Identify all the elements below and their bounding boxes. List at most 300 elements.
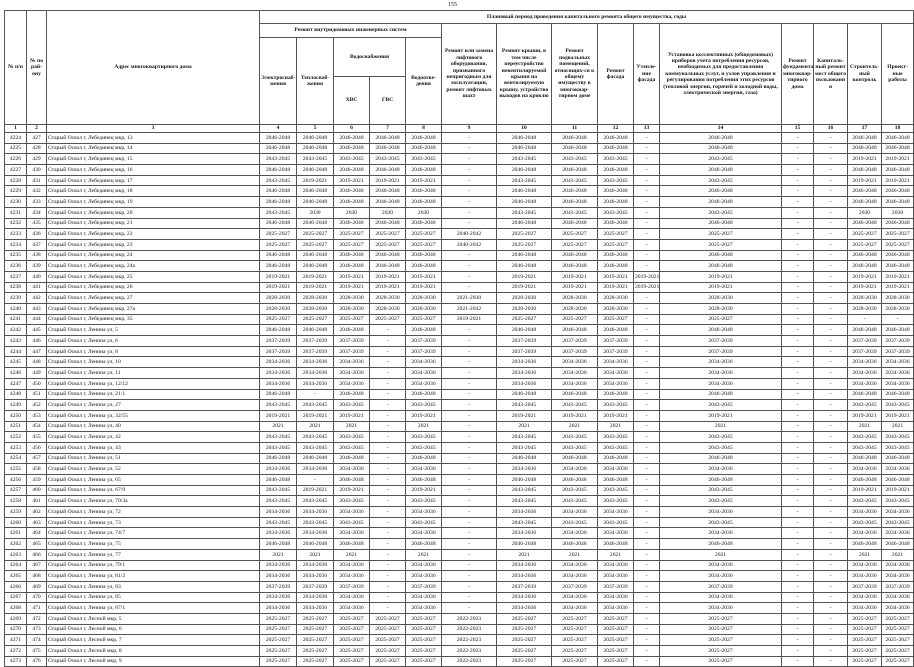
table-cell: 2046-2048	[660, 475, 782, 486]
table-cell: 472	[27, 613, 47, 624]
table-cell: 459	[27, 475, 47, 486]
table-cell: 2046-2048	[552, 218, 598, 229]
address-cell: Старый Оскол г, Ленина ул, 75	[47, 539, 260, 550]
table-cell: 2034-2036	[406, 592, 442, 603]
table-cell: 2034-2036	[598, 571, 634, 582]
table-cell: -	[634, 175, 660, 186]
table-cell: 445	[27, 325, 47, 336]
table-cell: -	[814, 165, 848, 176]
table-cell: 2030	[370, 207, 406, 218]
header-rayon: № по рай-ону	[27, 11, 47, 125]
table-cell: 2025-2027	[660, 613, 782, 624]
table-cell: 2037-2039	[334, 581, 370, 592]
table-cell: 2025-2027	[660, 656, 782, 667]
header-address: Адрес многоквартирного дома	[47, 11, 260, 125]
address-cell: Старый Оскол г, Лесной мкр, 5	[47, 613, 260, 624]
table-cell: -	[814, 485, 848, 496]
table-cell: 2043-2045	[882, 432, 914, 443]
table-cell: 2034-2036	[552, 507, 598, 518]
table-row	[5, 635, 914, 646]
table-cell: 473	[27, 624, 47, 635]
table-cell: 2046-2048	[406, 250, 442, 261]
table-cell: -	[782, 581, 814, 592]
table-cell: -	[782, 421, 814, 432]
table-cell: 2046-2048	[370, 133, 406, 144]
table-cell: 2046-2048	[370, 143, 406, 154]
table-cell: 2028-2030	[660, 304, 782, 315]
table-cell: 2043-2045	[260, 496, 297, 507]
table-cell: -	[442, 154, 497, 165]
table-cell: -	[442, 442, 497, 453]
table-cell: 2046-2048	[882, 389, 914, 400]
table-cell: 2046-2048	[497, 261, 552, 272]
table-cell: -	[634, 368, 660, 379]
table-cell: 2046-2048	[406, 186, 442, 197]
table-cell: 2046-2048	[848, 389, 882, 400]
address-cell: Старый Оскол г, Ленина ул, 11	[47, 368, 260, 379]
table-cell: 2034-2036	[660, 464, 782, 475]
table-row	[5, 186, 914, 197]
table-cell: 2019-2021	[882, 410, 914, 421]
table-cell: 2046-2048	[260, 133, 297, 144]
table-cell: 2025-2027	[406, 239, 442, 250]
table-cell: -	[634, 432, 660, 443]
table-cell: 2025-2027	[882, 229, 914, 240]
table-cell: 2037-2039	[598, 336, 634, 347]
table-cell: 2034-2036	[552, 378, 598, 389]
table-cell: 2025-2027	[497, 646, 552, 657]
table-cell: -	[442, 581, 497, 592]
table-cell: 2019-2021	[370, 175, 406, 186]
table-cell: 2034-2036	[297, 528, 334, 539]
table-cell: 2025-2027	[598, 624, 634, 635]
table-cell: 2046-2048	[334, 143, 370, 154]
table-cell: 2037-2039	[660, 581, 782, 592]
table-cell: 4228	[5, 175, 27, 186]
table-cell: 2046-2048	[406, 133, 442, 144]
table-cell: -	[442, 250, 497, 261]
table-cell: 2028-2030	[598, 304, 634, 315]
table-cell: 2034-2036	[552, 592, 598, 603]
table-cell: -	[634, 304, 660, 315]
table-cell: 2043-2045	[552, 485, 598, 496]
table-cell: 2046-2048	[660, 165, 782, 176]
table-cell: 2046-2048	[552, 261, 598, 272]
table-cell: 2043-2045	[882, 517, 914, 528]
table-cell: 2046-2048	[848, 453, 882, 464]
table-cell: -	[782, 186, 814, 197]
table-cell: -	[634, 613, 660, 624]
table-cell: 2019-2021	[406, 175, 442, 186]
table-cell: -	[442, 592, 497, 603]
table-cell: 2037-2039	[552, 336, 598, 347]
address-cell: Старый Оскол г, Лебединец мкр, 35	[47, 314, 260, 325]
table-cell: 2037-2039	[334, 346, 370, 357]
table-row	[5, 410, 914, 421]
address-cell: Старый Оскол г, Лесной мкр, 9	[47, 656, 260, 667]
address-cell: Старый Оскол г, Ленина ул, 42	[47, 432, 260, 443]
table-cell: 2025-2027	[497, 624, 552, 635]
table-cell: -	[782, 528, 814, 539]
table-cell: -	[370, 485, 406, 496]
table-cell: -	[814, 336, 848, 347]
address-cell: Старый Оскол г, Лебединец мкр, 26	[47, 282, 260, 293]
table-row	[5, 560, 914, 571]
table-cell: 2034-2036	[334, 560, 370, 571]
table-cell: 2034-2036	[260, 368, 297, 379]
table-cell: 2021	[406, 549, 442, 560]
table-cell: 2037-2039	[497, 581, 552, 592]
table-cell: 2046-2048	[297, 218, 334, 229]
table-cell: 2046-2048	[882, 133, 914, 144]
table-cell: -	[814, 464, 848, 475]
table-cell: 4245	[5, 357, 27, 368]
table-cell: -	[782, 197, 814, 208]
table-cell: 463	[27, 517, 47, 528]
table-cell: 435	[27, 218, 47, 229]
table-cell: 2028-2030	[334, 304, 370, 315]
table-cell: -	[814, 186, 848, 197]
table-cell: 2037-2039	[297, 336, 334, 347]
table-cell: 2034-2036	[598, 528, 634, 539]
table-cell: 2046-2048	[334, 186, 370, 197]
table-cell: -	[370, 442, 406, 453]
table-cell: -	[814, 475, 848, 486]
table-cell: -	[814, 517, 848, 528]
table-cell: 2037-2039	[598, 346, 634, 357]
table-cell: 2046-2048	[334, 453, 370, 464]
table-cell: 2046-2048	[260, 389, 297, 400]
table-cell: 2034-2036	[497, 357, 552, 368]
table-cell: 2019-2021	[848, 271, 882, 282]
table-cell: 2046-2048	[370, 197, 406, 208]
table-cell: 2034-2036	[260, 464, 297, 475]
table-cell: 2025-2027	[660, 624, 782, 635]
column-number: 16	[814, 125, 848, 133]
table-row	[5, 485, 914, 496]
table-cell: 2043-2045	[334, 517, 370, 528]
table-cell: 2034-2036	[552, 603, 598, 614]
table-cell: 4265	[5, 571, 27, 582]
table-cell: 2034-2036	[598, 560, 634, 571]
table-row	[5, 432, 914, 443]
address-cell: Старый Оскол г, Лебединец мкр, 15	[47, 154, 260, 165]
column-number: 11	[552, 125, 598, 133]
address-cell: Старый Оскол г, Лебединец мкр, 21	[47, 218, 260, 229]
table-cell: 451	[27, 389, 47, 400]
table-cell: -	[370, 464, 406, 475]
table-cell: 4273	[5, 656, 27, 667]
address-cell: Старый Оскол г, Ленина ул, 67/9	[47, 485, 260, 496]
address-cell: Старый Оскол г, Ленина ул, 32/55	[47, 410, 260, 421]
table-cell: -	[370, 378, 406, 389]
table-cell: 2025-2027	[370, 613, 406, 624]
table-cell: 2046-2048	[660, 539, 782, 550]
table-cell: 457	[27, 453, 47, 464]
table-cell: -	[634, 133, 660, 144]
table-cell: 2034-2036	[406, 378, 442, 389]
table-cell: 2034-2036	[598, 378, 634, 389]
table-cell: 2043-2045	[260, 517, 297, 528]
address-cell: Старый Оскол г, Ленина ул, 10	[47, 357, 260, 368]
table-cell: 2021	[497, 549, 552, 560]
address-cell: Старый Оскол г, Ленина ул, 21/1	[47, 389, 260, 400]
table-cell: 2046-2048	[848, 133, 882, 144]
table-cell: 2046-2048	[260, 165, 297, 176]
table-cell: 2019-2021	[497, 282, 552, 293]
table-cell: 2043-2045	[406, 442, 442, 453]
header-np: № п/п	[5, 11, 27, 125]
table-cell: 2034-2036	[297, 368, 334, 379]
table-cell: 2034-2036	[297, 378, 334, 389]
table-cell: 2046-2048	[497, 218, 552, 229]
address-cell: Старый Оскол г, Лебединец мкр, 17	[47, 175, 260, 186]
table-cell: 2043-2045	[552, 207, 598, 218]
address-cell: Старый Оскол г, Лебединец мкр, 20	[47, 207, 260, 218]
table-cell: 2034-2036	[406, 560, 442, 571]
table-cell: 2034-2036	[882, 507, 914, 518]
table-cell: 2034-2036	[882, 357, 914, 368]
table-cell: 2046-2048	[848, 186, 882, 197]
table-cell: -	[634, 143, 660, 154]
table-cell: -	[442, 218, 497, 229]
table-cell: -	[814, 261, 848, 272]
table-cell: -	[634, 581, 660, 592]
table-cell: -	[782, 250, 814, 261]
table-cell: 2046-2048	[882, 475, 914, 486]
table-cell: -	[442, 549, 497, 560]
table-cell: -	[370, 400, 406, 411]
table-cell: -	[814, 571, 848, 582]
table-cell: 438	[27, 250, 47, 261]
table-cell: -	[782, 560, 814, 571]
table-cell: 2025-2027	[297, 314, 334, 325]
column-numbers-row	[5, 125, 914, 133]
table-cell: 2025-2027	[334, 624, 370, 635]
table-cell: 4251	[5, 421, 27, 432]
address-cell: Старый Оскол г, Лебединец мкр, 13	[47, 133, 260, 144]
page-number: 155	[448, 2, 457, 8]
table-cell: 4234	[5, 239, 27, 250]
table-cell: -	[782, 410, 814, 421]
table-cell: 2021	[848, 421, 882, 432]
table-cell: -	[442, 143, 497, 154]
table-cell: 2021	[848, 549, 882, 560]
table-cell: 2025-2027	[660, 635, 782, 646]
table-cell: 2046-2048	[848, 539, 882, 550]
table-cell: 449	[27, 368, 47, 379]
table-cell: -	[782, 368, 814, 379]
table-cell: -	[370, 432, 406, 443]
table-cell: 2021	[260, 549, 297, 560]
table-cell: 2046-2048	[882, 325, 914, 336]
table-cell: -	[634, 464, 660, 475]
table-cell: -	[634, 197, 660, 208]
table-cell: 4241	[5, 314, 27, 325]
column-number: 9	[442, 125, 497, 133]
address-cell: Старый Оскол г, Лесной мкр, 7	[47, 635, 260, 646]
table-cell: 2043-2045	[334, 496, 370, 507]
table-cell: 2034-2036	[297, 592, 334, 603]
table-cell: 2025-2027	[370, 229, 406, 240]
table-cell: 2043-2045	[598, 442, 634, 453]
table-cell: 4242	[5, 325, 27, 336]
table-cell: 2043-2045	[406, 517, 442, 528]
table-cell: 2034-2036	[660, 592, 782, 603]
table-cell: 2043-2045	[334, 442, 370, 453]
column-number: 4	[260, 125, 297, 133]
table-cell: 470	[27, 592, 47, 603]
address-cell: Старый Оскол г, Ленина ул, 12/12	[47, 378, 260, 389]
table-cell: 2043-2045	[598, 154, 634, 165]
table-cell: 2025-2027	[848, 229, 882, 240]
table-cell: 4243	[5, 336, 27, 347]
table-cell: 4253	[5, 442, 27, 453]
table-cell: 2025-2027	[406, 624, 442, 635]
table-cell: 2037-2039	[497, 336, 552, 347]
table-cell: -	[782, 517, 814, 528]
table-cell: 465	[27, 539, 47, 550]
table-cell: 4261	[5, 528, 27, 539]
table-cell: 2043-2045	[598, 400, 634, 411]
table-cell: -	[442, 517, 497, 528]
table-cell: -	[442, 539, 497, 550]
table-cell: 2019-2021	[598, 282, 634, 293]
table-cell: 2046-2048	[406, 197, 442, 208]
table-row	[5, 218, 914, 229]
table-cell: 4271	[5, 635, 27, 646]
table-cell: -	[370, 517, 406, 528]
header-water: Водоснабжения	[334, 38, 405, 77]
table-cell: -	[634, 389, 660, 400]
table-cell: 2043-2045	[882, 400, 914, 411]
table-cell: 2025-2027	[552, 314, 598, 325]
table-cell: -	[814, 282, 848, 293]
table-cell: -	[782, 389, 814, 400]
header-lift: Ремонт или замена лифтового оборудования, признанного непригодным для эксплуатации, ремонт лифтовых шахт	[442, 24, 497, 125]
table-cell: 2037-2039	[552, 346, 598, 357]
address-cell: Старый Оскол г, Ленина ул, 27	[47, 400, 260, 411]
table-cell: 2046-2048	[882, 197, 914, 208]
table-cell: 2034-2036	[497, 560, 552, 571]
table-cell: 2025-2027	[497, 239, 552, 250]
table-cell: 2046-2048	[598, 539, 634, 550]
table-cell: 468	[27, 571, 47, 582]
table-cell: 2034-2036	[497, 368, 552, 379]
table-cell: 2034-2036	[882, 378, 914, 389]
table-cell: 2028-2030	[497, 293, 552, 304]
header-insulation: Утепле-ние фасада	[634, 24, 660, 125]
table-cell: -	[370, 560, 406, 571]
table-row	[5, 613, 914, 624]
table-row	[5, 496, 914, 507]
table-cell: -	[370, 528, 406, 539]
table-cell: 2046-2048	[848, 143, 882, 154]
table-cell: -	[634, 528, 660, 539]
table-cell: 2025-2027	[334, 613, 370, 624]
table-cell: 2046-2048	[882, 261, 914, 272]
table-cell: -	[370, 549, 406, 560]
table-cell: 2043-2045	[260, 485, 297, 496]
table-cell: 2019-2021	[634, 282, 660, 293]
column-number: 14	[660, 125, 782, 133]
table-cell: 2043-2045	[497, 400, 552, 411]
table-cell: 2025-2027	[334, 229, 370, 240]
table-cell: -	[442, 207, 497, 218]
table-cell: -	[814, 143, 848, 154]
table-cell: 2046-2048	[552, 475, 598, 486]
table-cell: 2037-2039	[848, 336, 882, 347]
table-cell: 2021	[598, 549, 634, 560]
table-cell: 2025-2027	[370, 635, 406, 646]
table-cell: 2046-2048	[334, 133, 370, 144]
table-cell: 2019-2021	[406, 271, 442, 282]
table-cell: 2028-2030	[882, 304, 914, 315]
table-cell: 2037-2039	[848, 581, 882, 592]
table-cell: 2043-2045	[260, 442, 297, 453]
table-cell: -	[634, 624, 660, 635]
table-cell: 2043-2045	[660, 207, 782, 218]
table-cell: 2034-2036	[660, 378, 782, 389]
table-cell: 2046-2048	[552, 325, 598, 336]
table-cell: 2043-2045	[552, 175, 598, 186]
table-row	[5, 507, 914, 518]
table-cell: 2034-2036	[598, 507, 634, 518]
table-cell: 2034-2036	[848, 357, 882, 368]
column-number: 2	[27, 125, 47, 133]
table-cell: 2037-2039	[660, 336, 782, 347]
table-cell: 2046-2048	[552, 250, 598, 261]
table-cell: -	[634, 346, 660, 357]
table-row	[5, 539, 914, 550]
table-cell: 2034-2036	[882, 571, 914, 582]
table-cell: 2043-2045	[406, 496, 442, 507]
table-cell: 2034-2036	[882, 560, 914, 571]
table-cell: 4247	[5, 378, 27, 389]
table-cell: 471	[27, 603, 47, 614]
table-body	[5, 133, 914, 667]
table-cell: 2043-2045	[598, 496, 634, 507]
table-cell: 4248	[5, 389, 27, 400]
table-cell: -	[634, 507, 660, 518]
table-row	[5, 571, 914, 582]
table-cell: 2025-2027	[260, 239, 297, 250]
table-cell: 2040-2042	[442, 239, 497, 250]
table-cell: -	[814, 175, 848, 186]
table-cell: 2034-2036	[260, 528, 297, 539]
table-cell: -	[782, 571, 814, 582]
table-cell: -	[814, 528, 848, 539]
table-cell: 2021	[598, 421, 634, 432]
table-cell: 2046-2048	[848, 325, 882, 336]
table-cell: 2046-2048	[370, 261, 406, 272]
table-cell: 2043-2045	[882, 496, 914, 507]
table-cell: -	[814, 218, 848, 229]
table-cell: 2034-2036	[660, 560, 782, 571]
table-cell: -	[782, 507, 814, 518]
table-cell: 2034-2036	[848, 507, 882, 518]
table-cell: -	[370, 571, 406, 582]
header-water-group	[334, 38, 406, 125]
table-cell: 2046-2048	[598, 453, 634, 464]
table-row	[5, 271, 914, 282]
table-cell: 2037-2039	[260, 581, 297, 592]
table-cell: 2046-2048	[848, 250, 882, 261]
table-cell: 430	[27, 165, 47, 176]
table-cell: 2028-2030	[660, 293, 782, 304]
table-cell: 2043-2045	[497, 154, 552, 165]
table-cell: 2046-2048	[334, 197, 370, 208]
